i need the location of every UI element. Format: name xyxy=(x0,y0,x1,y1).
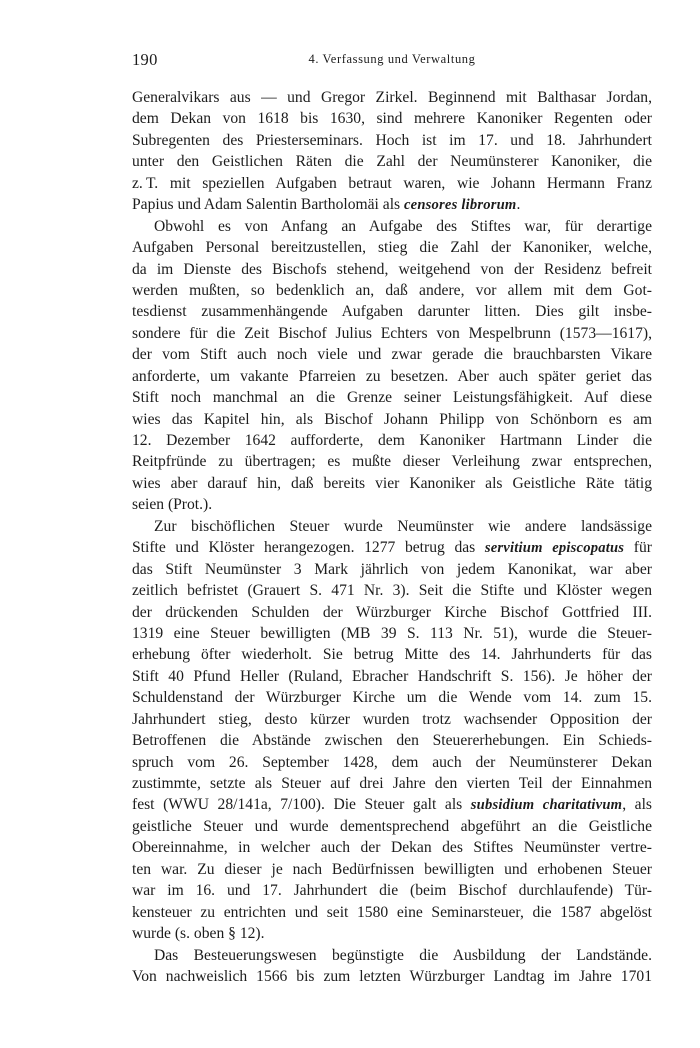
text-line: Subregenten des Priesterseminars. Hoch ist im 17. und 18. Jahrhundert xyxy=(132,131,652,149)
text-line: Obwohl es von Anfang an Aufgabe des Stiftes war, für derartige xyxy=(154,217,652,235)
text-line: sondere für die Zeit Bischof Julius Echters von Mespelbrunn (1573—1617), xyxy=(132,324,652,342)
latin-term: servitium episcopatus xyxy=(484,540,625,557)
text-line: das Stift Neumünster 3 Mark jährlich von jedem Kanonikat, war aber xyxy=(132,560,652,578)
text-line: Von nachweislich 1566 bis zum letzten Würzburger Landtag im Jahre 1701 xyxy=(132,967,652,985)
text-line: Zur bischöflichen Steuer wurde Neumünster wie andere landsässige xyxy=(154,517,652,535)
text-line: wurde (s. oben § 12). xyxy=(132,925,265,943)
text-line: dem Dekan von 1618 bis 1630, sind mehrere Kanoniker Regenten oder xyxy=(132,110,652,128)
text-line: ten war. Zu dieser je nach Bedürfnissen bewilligten und erhobenen Steuer xyxy=(132,860,652,878)
text-line: Jahrhundert stieg, desto kürzer wurden trotz wachsender Opposition der xyxy=(132,710,652,728)
page-number: 190 xyxy=(132,50,158,69)
text-line: zustimmte, setzte als Steuer auf drei Jahre den vierten Teil der Einnahmen xyxy=(132,775,652,792)
text-line: war im 16. und 17. Jahrhundert die (beim Bischof durchlaufende) Tür- xyxy=(132,882,652,900)
text-segment: Papius und Adam Salentin Bartholomäi als xyxy=(132,196,404,214)
text-line: erhebung öfter wiederholt. Sie betrug Mitte des 14. Jahrhunderts für das xyxy=(132,646,652,664)
text-segment: für xyxy=(624,539,652,557)
text-line: Stift 40 Pfund Heller (Ruland, Ebracher Handschrift S. 156). Je höher der xyxy=(132,667,652,685)
latin-term: subsidium charitativum xyxy=(470,797,623,814)
text-line: werden mußten, so bedenklich an, daß andere, vor allem mit dem Got- xyxy=(132,281,652,299)
text-line xyxy=(132,537,652,558)
text-line: unter den Geistlichen Räten die Zahl der Neumünsterer Kanoniker, die xyxy=(132,153,652,171)
text-segment: Stifte und Klöster herangezogen. 1277 betrug das xyxy=(132,539,485,557)
text-line: 12. Dezember 1642 aufforderte, dem Kanoniker Hartmann Linder die xyxy=(132,432,652,449)
text-line: da im Dienste des Bischofs stehend, weitgehend von der Residenz befreit xyxy=(132,260,652,278)
text-line xyxy=(132,194,652,215)
latin-term: censores librorum xyxy=(404,197,517,214)
text-line: geistliche Steuer und wurde dementsprechend abgeführt an die Geistliche xyxy=(132,817,652,835)
running-title: 4. Verfassung und Verwaltung xyxy=(308,52,476,66)
text-line: Aufgaben Personal bereitzustellen, stieg die Zahl der Kanoniker, welche, xyxy=(132,239,652,257)
text-line: der drückenden Schulden der Würzburger Kirche Bischof Gottfried III. xyxy=(132,603,652,621)
text-segment: fest (WWU 28/141a, 7/100). Die Steuer galt als xyxy=(132,796,471,814)
text-line: tesdienst zusammenhängende Aufgaben darunter litten. Dies gilt insbe- xyxy=(132,303,652,321)
text-line: Betroffenen die Abstände zwischen den Steuererhebungen. Ein Schieds- xyxy=(132,732,652,750)
text-line: wies aber darauf hin, daß bereits vier Kanoniker als Geistliche Räte tätig xyxy=(132,474,652,492)
text-line: Obereinnahme, in welcher auch der Dekan des Stiftes Neumünster vertre- xyxy=(132,839,652,857)
text-line: anforderte, um vakante Pfarreien zu besetzen. Aber auch später geriet das xyxy=(132,367,652,385)
text-line: Generalvikars aus — und Gregor Zirkel. Beginnend mit Balthasar Jordan, xyxy=(132,89,652,106)
text-line: seien (Prot.). xyxy=(132,496,213,514)
text-line xyxy=(132,794,652,815)
text-line: Schuldenstand der Würzburger Kirche um die Wende vom 14. zum 15. xyxy=(132,689,652,707)
text-line: 1319 eine Steuer bewilligten (MB 39 S. 113 Nr. 51), wurde die Steuer- xyxy=(132,624,652,642)
text-segment: . xyxy=(516,196,521,214)
text-line: Reitpfründe zu übertragen; es mußte dieser Verleihung zwar entsprechen, xyxy=(132,453,652,471)
text-line: kensteuer zu entrichten und seit 1580 eine Seminarsteuer, die 1587 abgelöst xyxy=(132,903,652,921)
text-line: zeitlich befristet (Grauert S. 471 Nr. 3). Seit die Stifte und Klöster wegen xyxy=(132,582,652,600)
text-line: der vom Stift auch noch viele und zwar gerade die brauchbarsten Vikare xyxy=(132,346,652,364)
text-line: spruch vom 26. September 1428, dem auch der Neumünsterer Dekan xyxy=(132,753,652,771)
text-line: z. T. mit speziellen Aufgaben betraut waren, wie Johann Hermann Franz xyxy=(132,174,652,192)
text-segment: , als xyxy=(622,796,652,814)
text-line: wies das Kapitel hin, als Bischof Johann Philipp von Schönborn es am xyxy=(132,410,652,428)
text-line: Stift noch manchmal an die Grenze seiner Leistungsfähigkeit. Auf diese xyxy=(132,389,652,407)
page-header xyxy=(132,50,652,72)
text-line: Das Besteuerungswesen begünstigte die Ausbildung der Landstände. xyxy=(154,946,652,964)
body-text xyxy=(132,87,652,987)
